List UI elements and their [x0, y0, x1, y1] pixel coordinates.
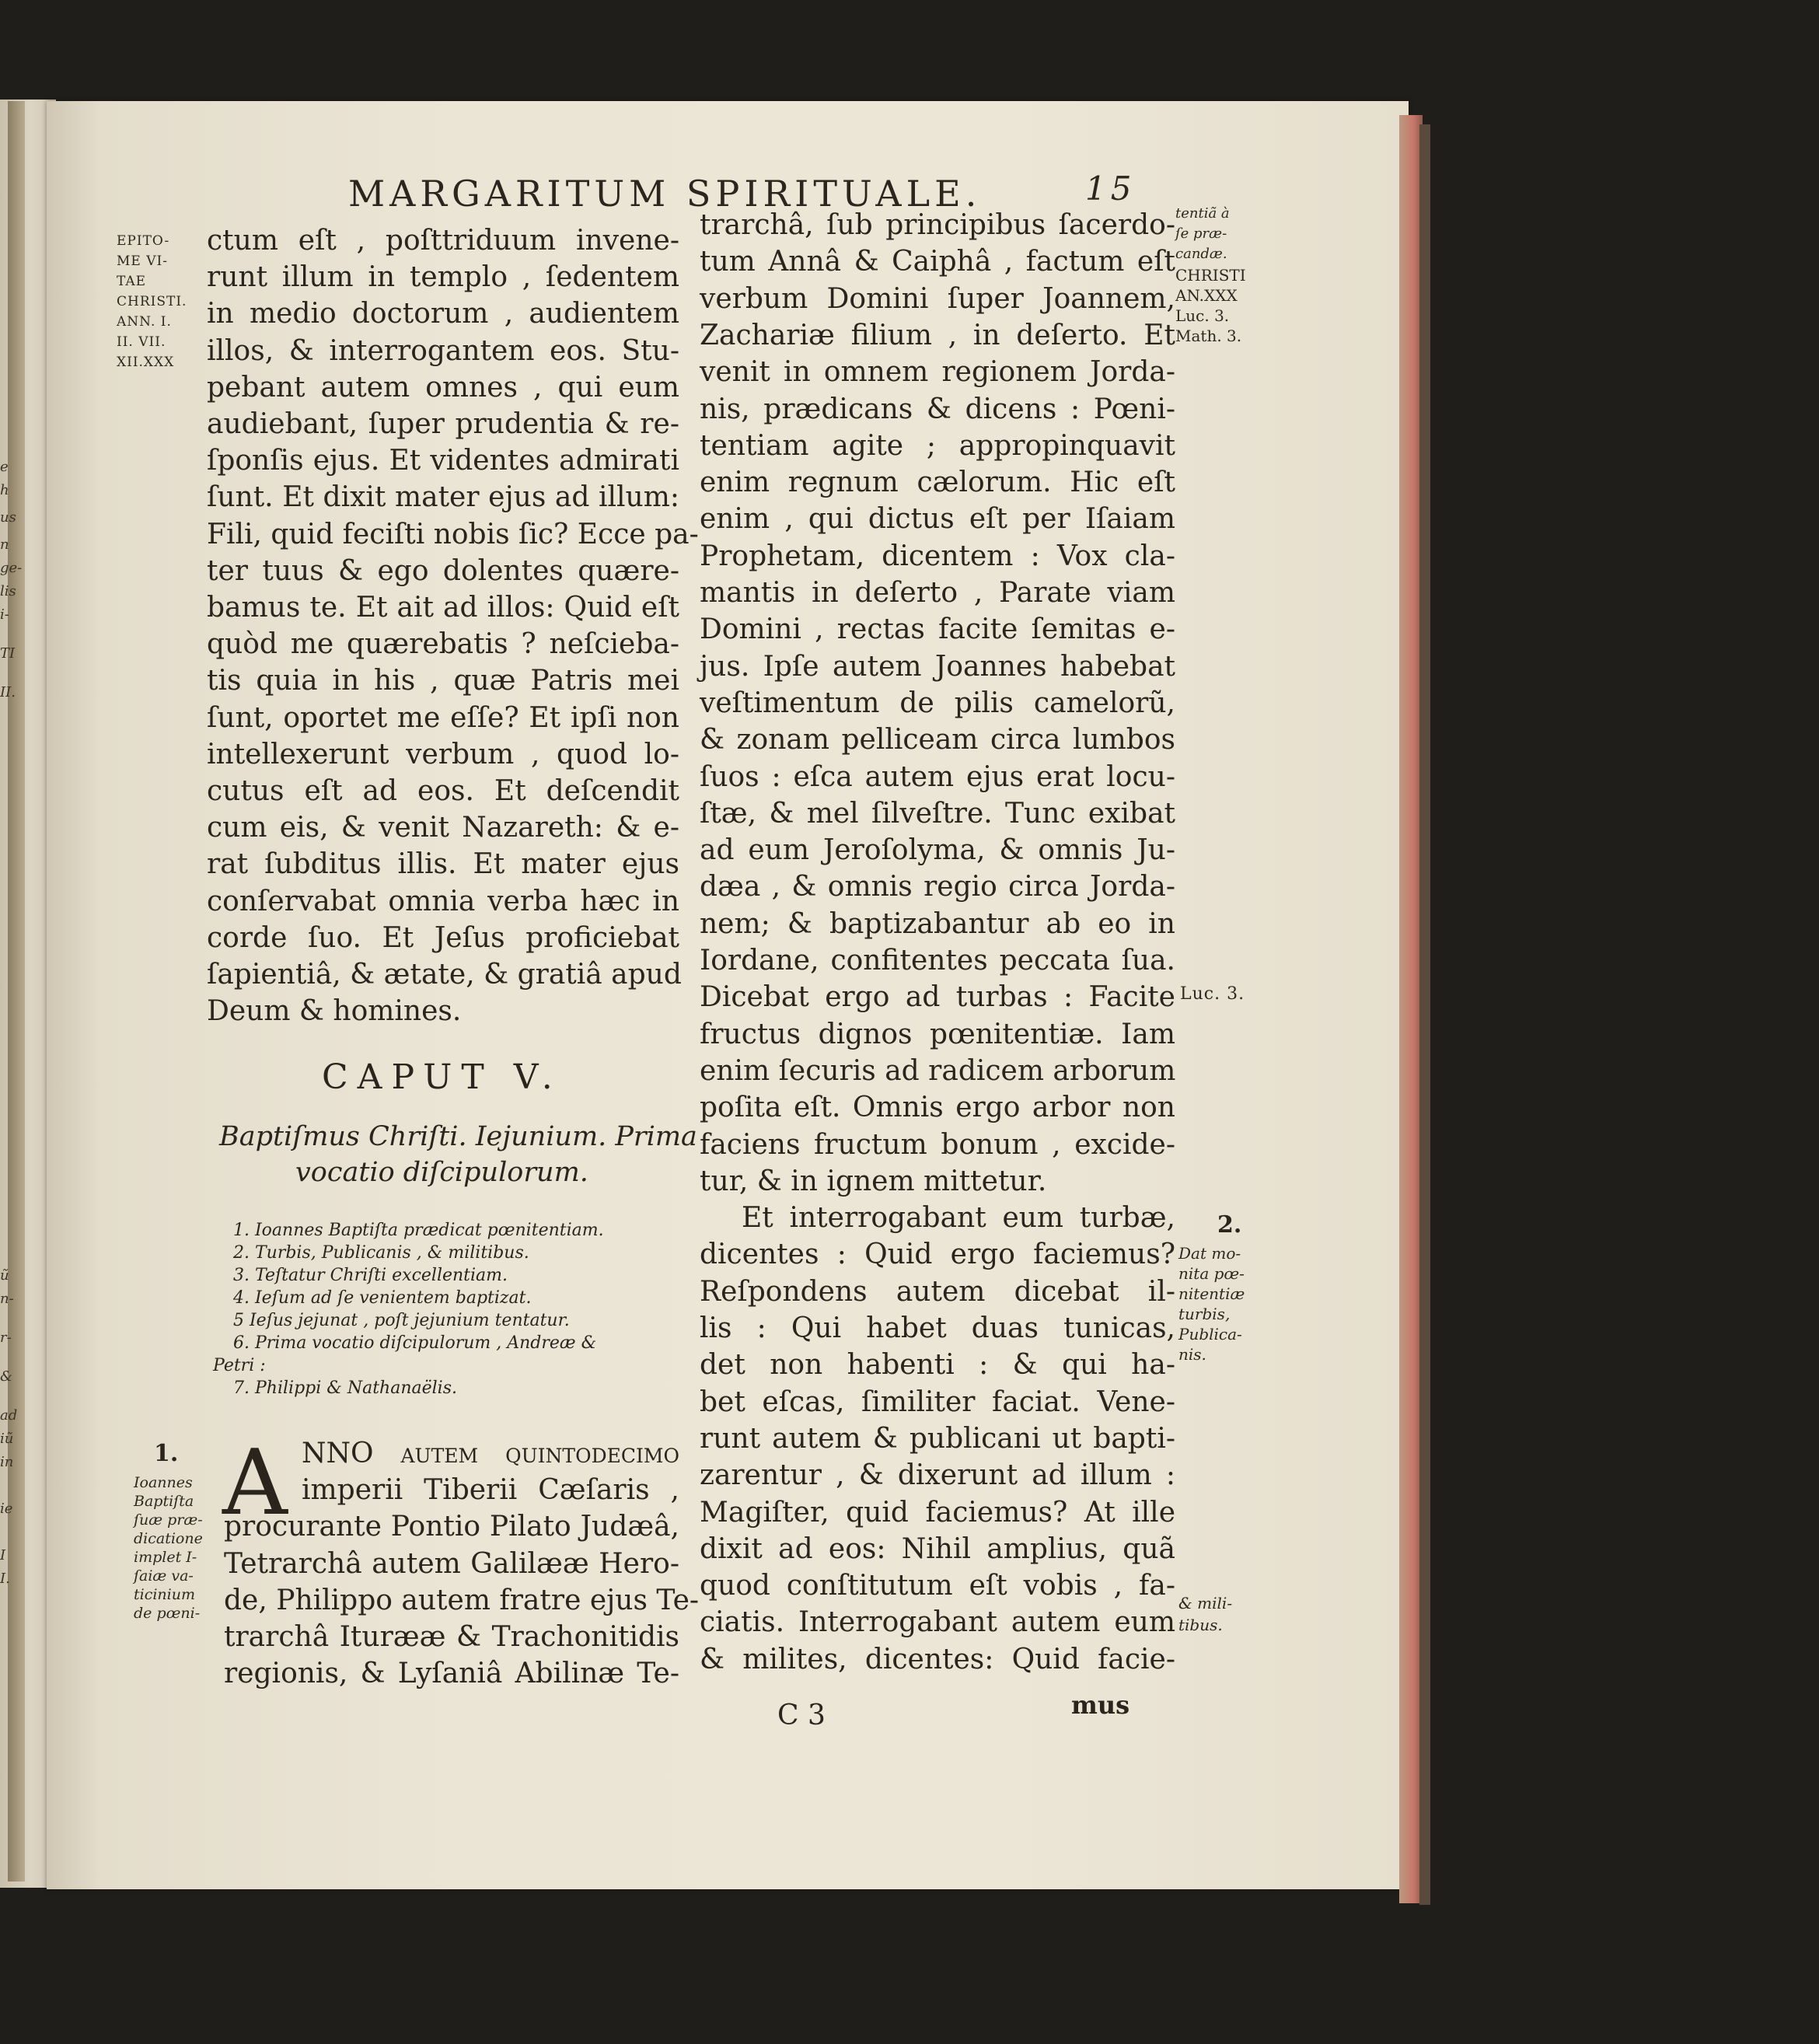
margin-note-line: tentiã à	[1175, 205, 1230, 222]
margin-note-line: de pœni-	[134, 1605, 201, 1622]
text-line: jus. Ipſe autem Joannes habebat	[700, 650, 1175, 683]
text-line: mantis in deſerto , Parate viam	[700, 577, 1175, 609]
facing-page-fragment: i-	[0, 606, 9, 623]
text-line: & zonam pelliceam circa lumbos	[700, 724, 1175, 756]
facing-page-fragment: II.	[0, 684, 16, 701]
summary-line: 3. Teſtatur Chriſti excellentiam.	[233, 1266, 508, 1285]
facing-page-fragment: &	[0, 1368, 13, 1385]
running-title: MARGARITUM SPIRITUALE.	[348, 173, 982, 215]
text-line: in medio doctorum , audientem	[207, 298, 679, 330]
text-line: cutus eſt ad eos. Et deſcendit	[207, 775, 679, 807]
margin-note-line: XII.XXX	[117, 355, 175, 370]
margin-note-line: II. VII.	[117, 334, 166, 350]
margin-note-line: tibus.	[1178, 1616, 1223, 1634]
text-line: ſunt. Et dixit mater ejus ad illum:	[207, 481, 679, 514]
facing-page-fragment: r-	[0, 1329, 12, 1346]
facing-page-fragment: iũ	[0, 1431, 14, 1447]
text-line: regionis, & Lyſaniâ Abilinæ Te-	[224, 1658, 679, 1690]
margin-note-line: AN.XXX	[1175, 286, 1238, 305]
text-line: trarchâ, ſub principibus ſacerdo-	[700, 209, 1175, 241]
margin-note-line: ſe præ-	[1175, 225, 1227, 242]
text-line: procurante Pontio Pilato Judæâ,	[224, 1511, 679, 1543]
margin-note-line: nita pœ-	[1178, 1264, 1245, 1283]
facing-page-fragment: TI	[0, 645, 16, 662]
facing-page-fragment: ie	[0, 1501, 13, 1517]
text-line: ſapientiâ, & ætate, & gratiâ apud	[207, 959, 682, 991]
text-line: audiebant, ſuper prudentia & re-	[207, 408, 679, 440]
subtitle-line: vocatio diſcipulorum.	[295, 1157, 588, 1188]
text-line: illos, & interrogantem eos. Stu-	[207, 334, 679, 367]
facing-page-fragment: ge-	[0, 560, 23, 576]
text-line: enim regnum cælorum. Hic eſt	[700, 466, 1175, 499]
text-line: ſponſis ejus. Et videntes admirati	[207, 445, 679, 477]
margin-note-line: Publica-	[1178, 1325, 1242, 1343]
text-line: nis, prædicans & dicens : Pœni-	[700, 393, 1175, 425]
text-line: NNO autem quintodecimo	[302, 1438, 679, 1469]
margin-note-line: nis.	[1178, 1345, 1206, 1364]
facing-page-fragment: us	[0, 509, 16, 526]
text-line: quòd me quærebatis ? neſcieba-	[207, 628, 679, 661]
text-line: Fili, quid feciſti nobis ſic? Ecce pa-	[207, 518, 699, 550]
margin-note-line: ſuæ præ-	[134, 1511, 203, 1529]
book-spine-edge	[8, 101, 25, 1882]
text-line: Zachariæ filium , in deſerto. Et	[700, 319, 1175, 351]
margin-note-line: Ioannes	[134, 1474, 193, 1491]
text-line: Dicebat ergo ad turbas : Facite	[700, 981, 1175, 1014]
margin-note-line: ANN. I.	[117, 314, 172, 330]
facing-page-fragment: n	[0, 536, 9, 553]
text-line: Deum & homines.	[207, 995, 462, 1028]
text-line: tis quia in his , quæ Patris mei	[207, 665, 679, 697]
margin-note-line: ticinium	[134, 1586, 195, 1603]
text-line: Et interrogabant eum turbæ,	[742, 1202, 1175, 1235]
margin-note-line: CHRISTI	[1175, 266, 1246, 285]
text-line: ſtæ, & mel ſilveſtre. Tunc exibat	[700, 797, 1175, 830]
signature-mark: C 3	[777, 1700, 826, 1731]
text-line: Reſpondens autem dicebat il-	[700, 1275, 1175, 1308]
text-line: veſtimentum de pilis camelorũ,	[700, 687, 1175, 719]
text-line: Tetrarchâ autem Galilææ Hero-	[224, 1547, 679, 1580]
margin-note-line: Dat mo-	[1178, 1244, 1241, 1263]
summary-line: 2. Turbis, Publicanis , & militibus.	[233, 1243, 529, 1263]
text-line: corde ſuo. Et Jeſus proficiebat	[207, 921, 679, 954]
text-line: det non habenti : & qui ha-	[700, 1349, 1175, 1382]
text-line: nem; & baptizabantur ab eo in	[700, 907, 1175, 940]
text-line: Iordane, confitentes peccata ſua.	[700, 945, 1175, 977]
page-number: 15	[1085, 169, 1136, 208]
facing-page-fragment: ad	[0, 1407, 18, 1424]
text-line: zarentur , & dixerunt ad illum :	[700, 1459, 1175, 1492]
text-line: enim ſecuris ad radicem arborum	[700, 1054, 1176, 1087]
margin-note-line: TAE	[117, 274, 147, 289]
catchword: mus	[1071, 1690, 1130, 1720]
text-line: ſuos : eſca autem ejus erat locu-	[700, 760, 1175, 793]
drop-cap: A	[222, 1431, 288, 1536]
text-line: dixit ad eos: Nihil amplius, quã	[700, 1532, 1175, 1565]
summary-line: 4. Ieſum ad ſe venientem baptizat.	[233, 1288, 532, 1308]
right-margin-luc: Luc. 3.	[1180, 984, 1245, 1004]
text-line: conſervabat omnia verba hæc in	[207, 885, 679, 917]
text-line: lis : Qui habet duas tunicas,	[700, 1312, 1175, 1344]
facing-page-fragment: ũ	[0, 1267, 9, 1284]
section-number-2: 2.	[1217, 1211, 1242, 1239]
text-line: runt autem & publicani ut bapti-	[700, 1422, 1175, 1455]
text-line: bamus te. Et ait ad illos: Quid eſt	[207, 592, 679, 624]
chapter-title: CAPUT V.	[322, 1057, 562, 1097]
summary-line: Petri :	[213, 1356, 266, 1375]
text-line: ctum eſt , poſttriduum invene-	[207, 225, 679, 257]
margin-note-line: candæ.	[1175, 246, 1227, 262]
subtitle-line: Baptiſmus Chriſti. Iejunium. Prima	[219, 1121, 697, 1152]
margin-note-line: EPITO-	[117, 233, 170, 249]
text-line: bet eſcas, ſimiliter faciat. Vene-	[700, 1385, 1175, 1418]
summary-line: 6. Prima vocatio diſcipulorum , Andreæ &	[233, 1333, 597, 1353]
facing-page-fragment: in	[0, 1454, 14, 1470]
facing-page-fragment: n-	[0, 1291, 14, 1307]
summary-line: 5 Ieſus jejunat , poſt jejunium tentatur.	[233, 1311, 570, 1330]
summary-line: 1. Ioannes Baptiſta prædicat pœnitentiam.	[233, 1221, 604, 1240]
margin-note-line: dicatione	[134, 1530, 203, 1547]
text-line: Prophetam, dicentem : Vox cla-	[700, 540, 1175, 572]
text-line: rat ſubditus illis. Et mater ejus	[207, 848, 679, 881]
text-line: pebant autem omnes , qui eum	[207, 371, 679, 404]
text-line: runt illum in templo , ſedentem	[207, 261, 679, 294]
margin-note-line: Baptiſta	[134, 1493, 194, 1510]
text-line: imperii Tiberii Cæſaris ,	[302, 1474, 679, 1507]
text-line: Domini , rectas facite ſemitas e-	[700, 613, 1175, 646]
margin-note-line: turbis,	[1178, 1305, 1231, 1323]
text-line: tentiam agite ; appropinquavit	[700, 429, 1175, 462]
facing-page-fragment: I	[0, 1547, 6, 1564]
facing-page-fragment: I.	[0, 1571, 10, 1587]
text-line: cum eis, & venit Nazareth: & e-	[207, 812, 679, 844]
text-line: Magiſter, quid faciemus? At ille	[700, 1496, 1175, 1529]
text-line: dicentes : Quid ergo faciemus?	[700, 1239, 1175, 1271]
text-line: poſita eſt. Omnis ergo arbor non	[700, 1092, 1175, 1124]
text-line: quod conſtitutum eſt vobis , fa-	[700, 1570, 1175, 1602]
facing-page-fragment: lis	[0, 583, 16, 599]
margin-note-line: implet I-	[134, 1549, 197, 1566]
text-line: & milites, dicentes: Quid facie-	[700, 1643, 1175, 1675]
text-line: trarchâ Iturææ & Trachonitidis	[224, 1621, 679, 1653]
section-number: 1.	[154, 1440, 179, 1467]
text-line: verbum Domini ſuper Joannem,	[700, 282, 1175, 315]
text-line: tum Annâ & Caiphâ , factum eſt	[700, 246, 1175, 278]
page-fore-edge-shadow	[1419, 124, 1430, 1905]
text-line: venit in omnem regionem Jorda-	[700, 356, 1175, 389]
margin-note-line: ME VI-	[117, 253, 168, 269]
text-line: fructus dignos pœnitentiæ. Iam	[700, 1018, 1175, 1050]
text-line: ciatis. Interrogabant autem eum	[700, 1606, 1175, 1639]
text-line: de, Philippo autem fratre ejus Te-	[224, 1584, 700, 1616]
text-line: ter tuus & ego dolentes quære-	[207, 554, 679, 587]
margin-note-line: Luc. 3.	[1175, 306, 1230, 325]
text-line: intellexerunt verbum , quod lo-	[207, 738, 679, 770]
margin-note-line: nitentiæ	[1178, 1284, 1245, 1303]
text-line: ad eum Jeroſolyma, & omnis Ju-	[700, 834, 1175, 867]
text-line: enim , qui dictus eſt per Iſaiam	[700, 503, 1175, 536]
summary-line: 7. Philippi & Nathanaëlis.	[233, 1378, 457, 1398]
margin-note-line: & mili-	[1178, 1594, 1233, 1612]
margin-note-line: ſaiæ va-	[134, 1567, 194, 1585]
margin-note-line: Math. 3.	[1175, 327, 1242, 345]
text-line: tur, & in ignem mittetur.	[700, 1165, 1047, 1197]
margin-note-line: CHRISTI.	[117, 294, 187, 309]
text-line: dæa , & omnis regio circa Jorda-	[700, 871, 1175, 903]
text-line: faciens fructum bonum , excide-	[700, 1128, 1175, 1161]
facing-page-fragment: h	[0, 482, 9, 498]
text-line: ſunt, oportet me eſſe? Et ipſi non	[207, 701, 679, 734]
facing-page-fragment: e	[0, 459, 9, 475]
